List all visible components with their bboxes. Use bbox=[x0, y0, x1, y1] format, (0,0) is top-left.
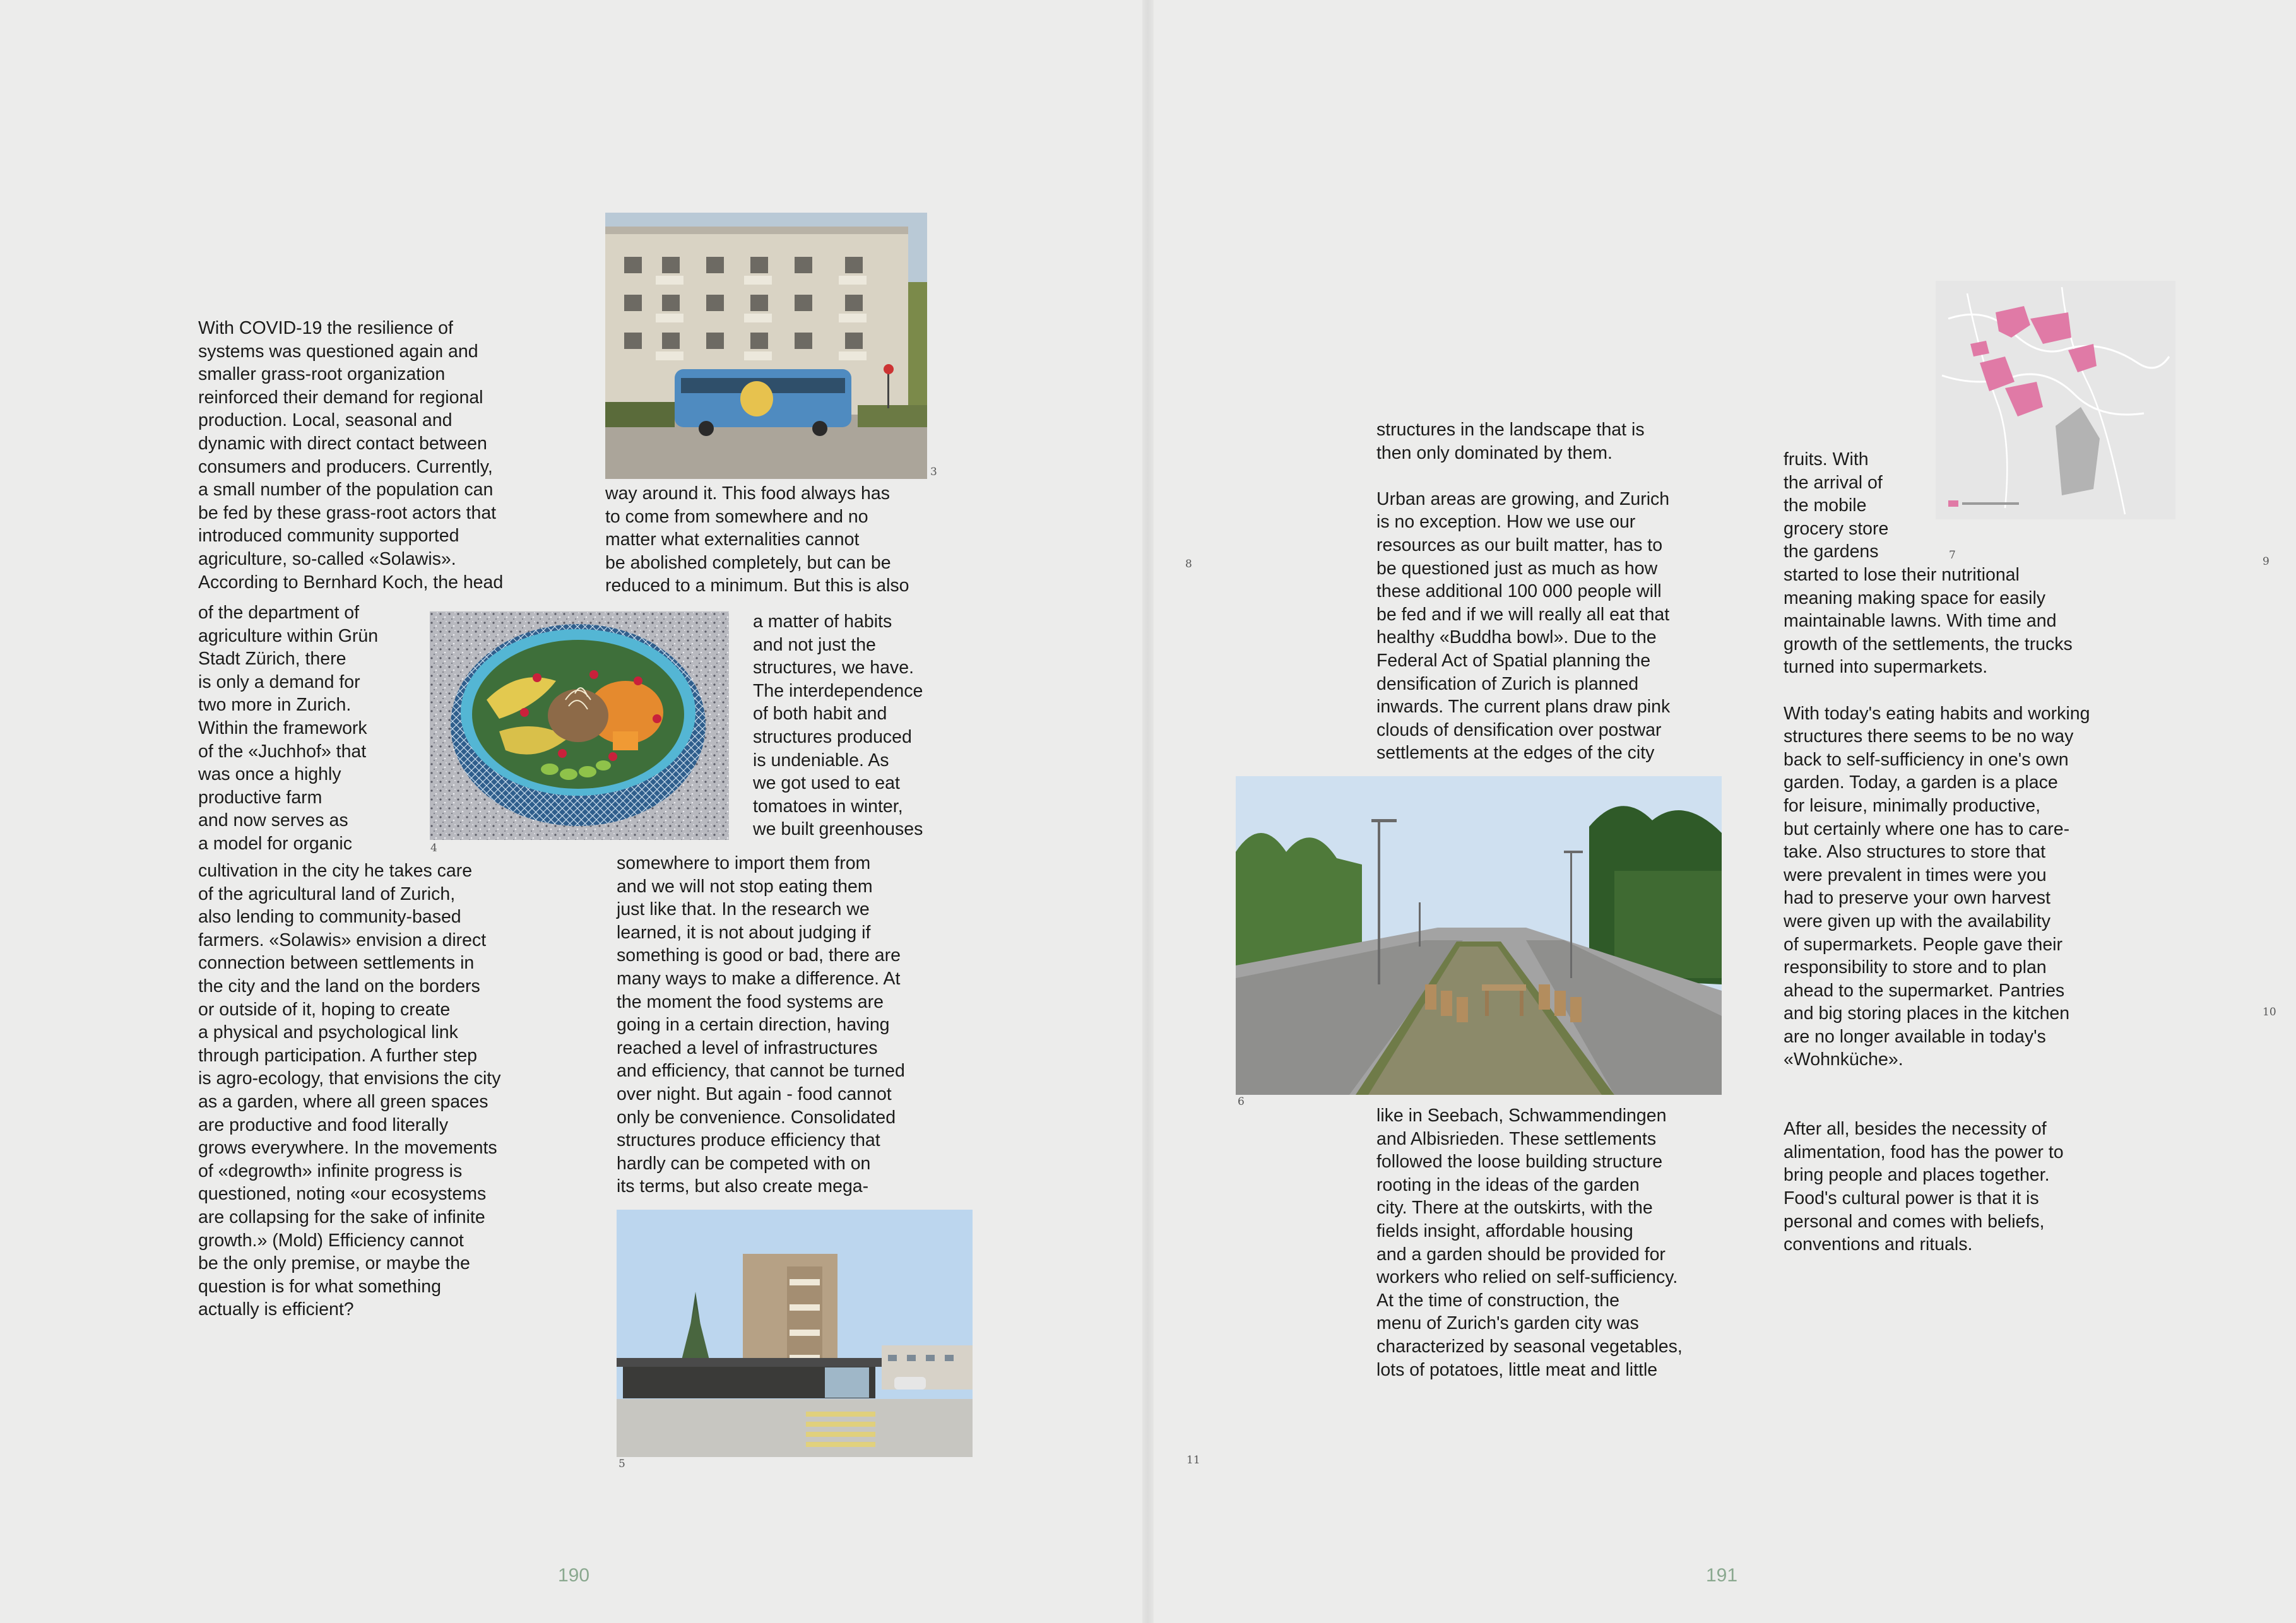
margin-number: 10 bbox=[2263, 1006, 2276, 1018]
figure-number: 5 bbox=[618, 1458, 625, 1470]
photo-buddha-bowl bbox=[430, 611, 729, 840]
photo-apartment-bus bbox=[605, 213, 927, 479]
figure-number: 7 bbox=[1949, 549, 1956, 562]
text-block-habits: a matter of habits and not just the structures, we have. The interdependence of both habit and structures produced is undeniable. As we got used to eat tomatoes in winter, we built greenhouses bbox=[753, 611, 923, 840]
figure-number: 6 bbox=[1238, 1095, 1245, 1108]
page-number-right: 191 bbox=[1706, 1565, 1738, 1586]
margin-number: 9 bbox=[2263, 555, 2269, 568]
text-block-greenhouses: somewhere to import them from and we will not stop eating them just like that. In the research we learned, it is not about judging if something is good or bad, there are many ways to make a difference. At the moment the food systems are going in a certain direction, having reached a level of infrastructures and efficiency, that cannot be turned over night. But again - food cannot only be convenience. Consolidated structures produce efficiency that hardly can be competed with on its terms, but also create mega- bbox=[617, 853, 905, 1197]
text-block-mobile-grocery: fruits. With the arrival of the mobile grocery store the gardens bbox=[1784, 449, 1889, 562]
figure-number: 3 bbox=[930, 466, 937, 478]
text-block-urban-growth: structures in the landscape that is then only dominated by them. Urban areas are growing, and Zurich is no exception. How we use our resources as our built matter, has to be questioned just as much as how these additional 100 000 people will be fed and if we will really all eat that healthy «Buddha bowl». Due to the Federal Act of Spatial planning the densification of Zurich is planned inwards. The current plans draw pink clouds of densification over postwar settlements at the edges of the city bbox=[1376, 420, 1671, 764]
margin-number: 8 bbox=[1185, 558, 1192, 570]
text-block-intro: With COVID-19 the resilience of systems was questioned again and smaller grass-root organization reinforced their demand for regional production. Local, seasonal and dynamic with direct contact between consumers and producers. Currently, a small number of the population can be fed by these grass-root actors that introduced community supported agriculture, so-called «Solawis». According to Bernhard Koch, the head bbox=[198, 318, 504, 593]
margin-number: 11 bbox=[1186, 1454, 1200, 1467]
text-block-garden-city: like in Seebach, Schwammendingen and Albisrieden. These settlements followed the loose building structure rooting in the ideas of the garden city. There at the outskirts, with the fields insight, affordable housing and a garden should be provided for workers who relied on self-sufficiency. At the time of construction, the menu of Zurich's garden city was characterized by seasonal vegetables, lots of potatoes, little meat and little bbox=[1376, 1106, 1683, 1380]
page-number-left: 190 bbox=[558, 1565, 590, 1586]
text-block-eating-habits: started to lose their nutritional meaning making space for easily maintainable lawns. With time and growth of the settlements, the trucks turned into supermarkets. With today's eating habits and working structures there seems to be no way back to self-sufficiency in one's own garden. Today, a garden is a place for leisure, minimally productive, but certainly where one has to care- take. Also structures to store that were prevalent in times were you had to preserve your own harvest were given up with the availability of supermarkets. People gave their responsibility to store and to plan ahead to the supermarket. Pantries and big storing places in the kitchen are no longer available in today's «Wohnküche». After all, besides the necessity of alimentation, food has the power to bring people and places together. Food's cultural power is that it is personal and comes with beliefs, conventions and rituals. bbox=[1784, 565, 2090, 1255]
figure-number: 4 bbox=[430, 842, 437, 854]
book-gutter bbox=[1142, 0, 1154, 1623]
photo-road-table bbox=[1236, 776, 1722, 1095]
photo-building-shop bbox=[617, 1210, 973, 1457]
text-block-wrap-bowl: of the department of agriculture within Grün Stadt Zürich, there is only a demand for two more in Zurich. Within the framework of the «Juchhof» that was once a highly productive farm and now serves as a model for organic bbox=[198, 603, 379, 854]
map-zurich-densification bbox=[1936, 281, 2175, 519]
text-block-agroecology: cultivation in the city he takes care of the agricultural land of Zurich, also lending to community-based farmers. «Solawis» envision a direct connection between settlements in the city and the land on the borders or outside of it, hoping to create a physical and psychological link through participation. A further step is agro-ecology, that envisions the city as a garden, where all green spaces are productive and food literally grows everywhere. In the movements of «degrowth» infinite progress is questioned, noting «our ecosystems are collapsing for the sake of infinite growth.» (Mold) Efficiency cannot be the only premise, or maybe the question is for what something actually is efficient? bbox=[198, 861, 501, 1320]
text-block-food-origin: way around it. This food always has to come from somewhere and no matter what externalities cannot be abolished completely, but can be reduced to a minimum. But this is also bbox=[605, 483, 909, 596]
